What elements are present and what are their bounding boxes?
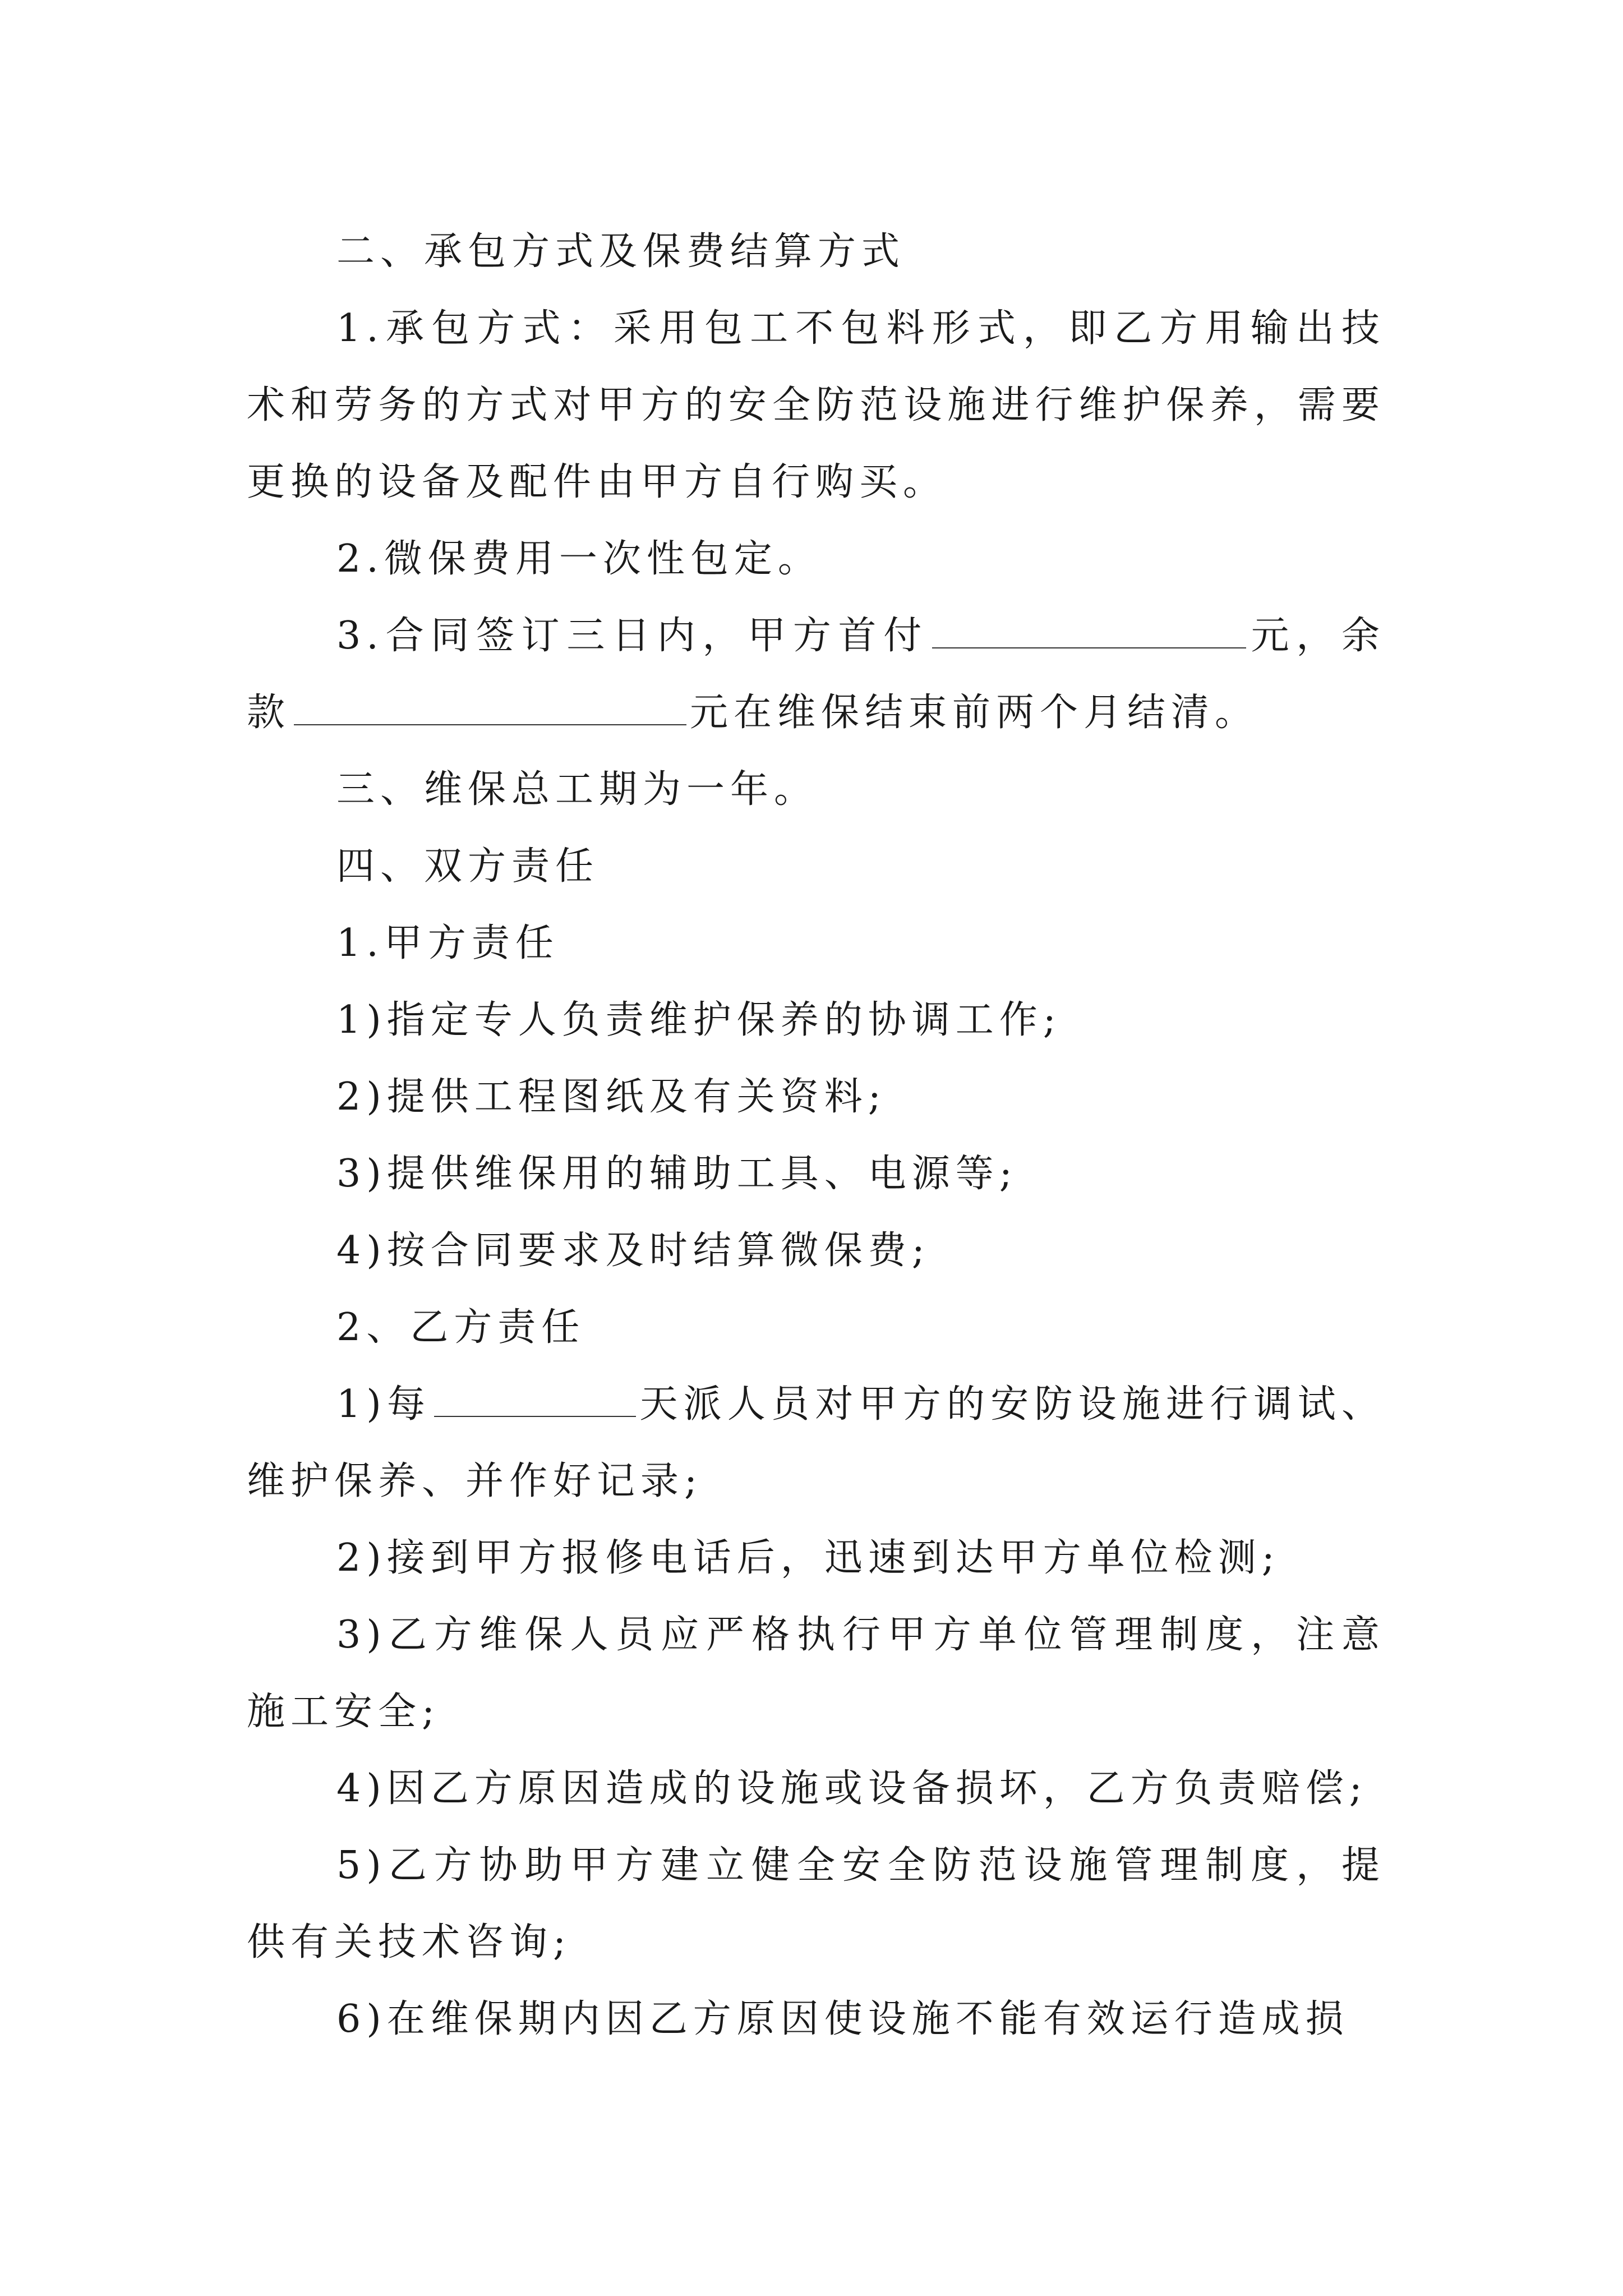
down-payment-blank [932, 608, 1246, 648]
party-b-item-1 [247, 1366, 1385, 1520]
subheading-party-a: 1.甲方责任 [336, 921, 559, 965]
party-a-item-3: 3)提供维保用的辅助工具、电源等; [336, 1152, 1018, 1196]
payment-text-1: 3.合同签订三日内，甲方首付 [336, 614, 929, 658]
party-a-item-1: 1)指定专人负责维护保养的协调工作; [336, 998, 1062, 1042]
document-body [247, 213, 1385, 2058]
party-b-item-2: 2)接到甲方报修电话后，迅速到达甲方单位检测; [336, 1536, 1280, 1580]
party-b-item-5: 5)乙方协助甲方建立健全安全防范设施管理制度，提供有关技术咨询; [247, 1843, 1385, 1964]
section-heading-responsibilities: 四、双方责任 [336, 844, 600, 889]
paragraph-payment-terms [247, 597, 1385, 751]
paragraph-contract-mode: 1.承包方式：采用包工不包料形式，即乙方用输出技术和劳务的方式对甲方的安全防范设施进行维护保养，需要更换的设备及配件由甲方自行购买。 [247, 306, 1385, 504]
party-b-item-3: 3)乙方维保人员应严格执行甲方单位管理制度，注意施工安全; [247, 1613, 1385, 1734]
payment-text-2: 元，余款 [247, 614, 1385, 735]
party-a-item-4: 4)按合同要求及时结算微保费; [336, 1228, 930, 1273]
balance-blank [294, 685, 686, 725]
section-heading-contract-mode: 二、承包方式及保费结算方式 [336, 229, 906, 274]
party-b-item-1-text: 天派人员对甲方的安防设施进行调试、维护保养、并作好记录; [247, 1382, 1385, 1503]
paragraph-fee-fixed: 2.微保费用一次性包定。 [336, 537, 822, 581]
party-b-item-1-prefix: 1)每 [336, 1382, 431, 1427]
payment-text-3: 元在维保结束前两个月结清。 [690, 691, 1259, 735]
party-b-item-4: 4)因乙方原因造成的设施或设备损坏，乙方负责赔偿; [336, 1766, 1368, 1811]
party-b-item-6: 6)在维保期内因乙方原因使设施不能有效运行造成损 [336, 1997, 1349, 2041]
party-a-item-2: 2)提供工程图纸及有关资料; [336, 1075, 887, 1119]
subheading-party-b: 2、乙方责任 [336, 1305, 585, 1350]
section-heading-period: 三、维保总工期为一年。 [336, 767, 818, 812]
days-interval-blank [434, 1377, 636, 1417]
